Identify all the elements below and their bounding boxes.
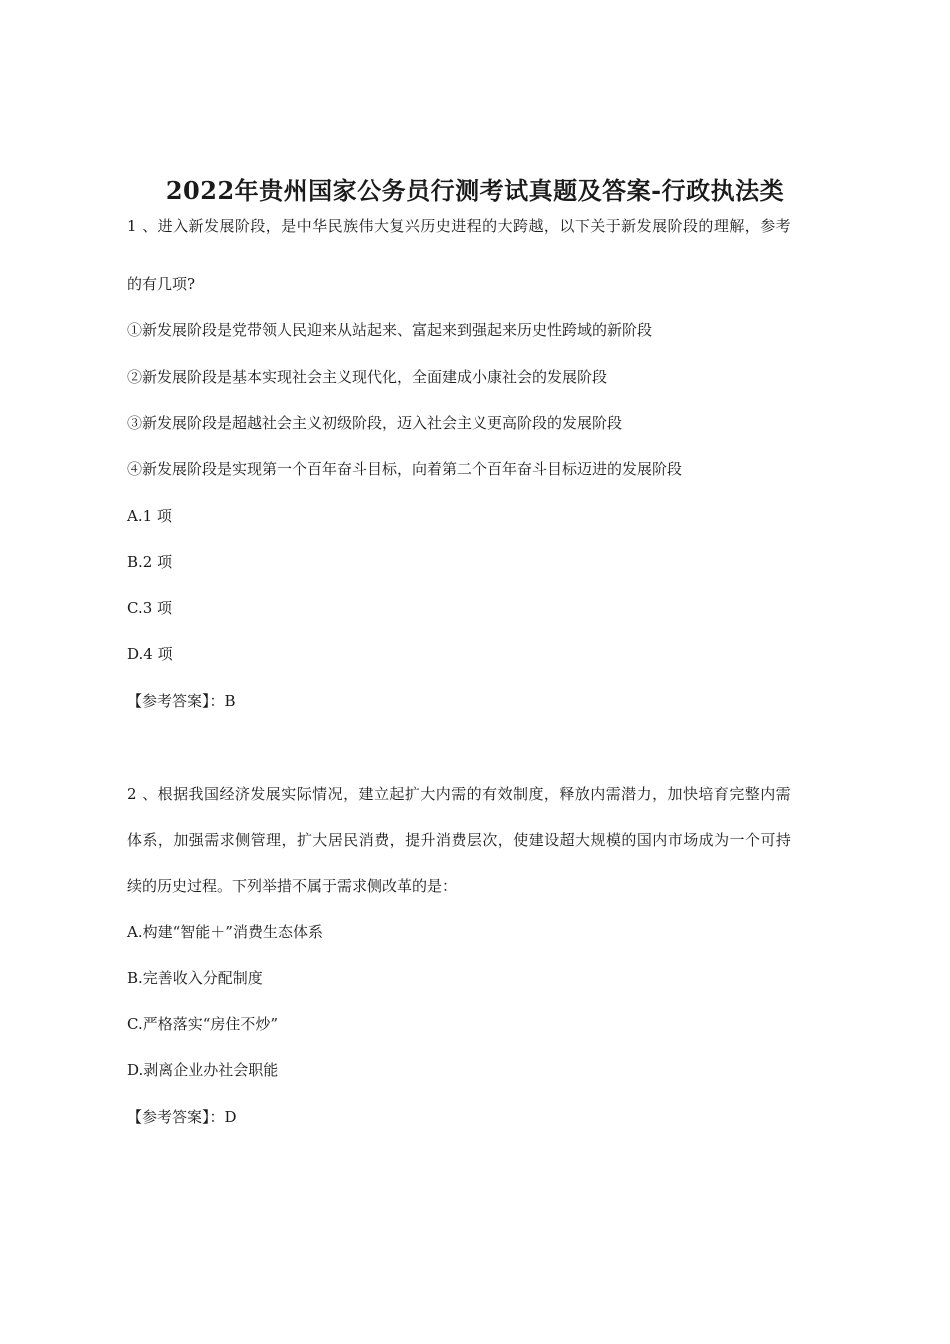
question-1-stem-line-2: 的有几项?	[127, 275, 196, 293]
question-2-option-c: C.严格落实“房住不炒”	[127, 1015, 279, 1033]
question-1-option-a: A.1 项	[127, 507, 172, 525]
question-2-answer: 【参考答案】：D	[127, 1108, 237, 1126]
question-1-option-b: B.2 项	[127, 553, 173, 571]
question-1-statement-2: ②新发展阶段是基本实现社会主义现代化，全面建成小康社会的发展阶段	[127, 368, 608, 386]
question-1-answer: 【参考答案】：B	[127, 692, 236, 710]
question-1-statement-3: ③新发展阶段是超越社会主义初级阶段，迈入社会主义更高阶段的发展阶段	[127, 414, 623, 432]
question-1-option-d: D.4 项	[127, 645, 173, 663]
question-1-statement-4: ④新发展阶段是实现第一个百年奋斗目标，向着第二个百年奋斗目标迈进的发展阶段	[127, 460, 683, 478]
question-1-option-c: C.3 项	[127, 599, 173, 617]
question-2-stem-line-2: 体系，加强需求侧管理，扩大居民消费，提升消费层次，使建设超大规模的国内市场成为一个可持	[127, 831, 792, 849]
question-2-option-a: A.构建“智能＋”消费生态体系	[127, 923, 323, 941]
question-2-option-d: D.剥离企业办社会职能	[127, 1061, 279, 1079]
question-1-statement-1: ①新发展阶段是党带领人民迎来从站起来、富起来到强起来历史性跨域的新阶段	[127, 321, 653, 339]
question-2-stem-line-1: 2 、根据我国经济发展实际情况，建立起扩大内需的有效制度，释放内需潜力，加快培育完整内需	[127, 785, 792, 803]
question-2-stem-line-3: 续的历史过程。下列举措不属于需求侧改革的是：	[127, 877, 458, 895]
document-title: 2022年贵州国家公务员行测考试真题及答案-行政执法类	[165, 176, 785, 205]
question-2-option-b: B.完善收入分配制度	[127, 969, 263, 987]
question-1-stem-line-1: 1 、进入新发展阶段，是中华民族伟大复兴历史进程的大跨越，以下关于新发展阶段的理解，参考	[127, 217, 792, 235]
